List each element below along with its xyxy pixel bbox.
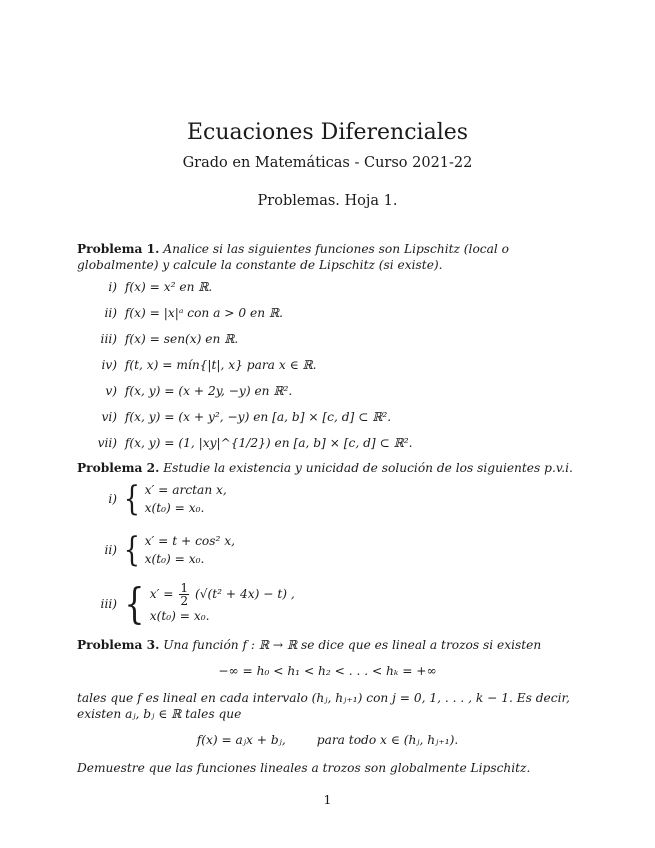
problem-1-item [75, 383, 292, 399]
ivp-equation: x′ = t + cos² x, [144, 534, 236, 548]
ivp-system [75, 578, 295, 628]
left-brace-icon: { [123, 479, 140, 519]
problem-1-item [75, 357, 316, 373]
ivp-initial-condition: x(t₀) = x₀. [144, 501, 205, 515]
problem-2-statement [77, 460, 579, 476]
left-brace-icon: { [124, 578, 145, 628]
item-formula: f(x) = |x|ᵃ con a > 0 en ℝ. [124, 306, 283, 320]
fraction: $\frac{1}{2}$ [180, 581, 189, 608]
item-formula: f(t, x) = mín{|t|, x} para x ∈ ℝ. [124, 358, 317, 372]
item-formula: f(x) = x² en ℝ. [124, 280, 213, 294]
item-number: i) [108, 280, 117, 294]
item-formula: f(x, y) = (1, |xy|^{1/2}) en [a, b] × [c, d] ⊂ ℝ². [124, 436, 413, 450]
left-brace-icon: { [123, 530, 140, 570]
problem-3-conclusion: Demuestre que las funciones lineales a trozos son globalmente Lipschitz. [77, 761, 531, 775]
ivp-system [75, 532, 235, 568]
item-number: iii) [100, 332, 117, 346]
display-equation: f(x) = aⱼx + bⱼ, para todo x ∈ (hⱼ, hⱼ₊₁). [196, 733, 459, 747]
problem-1-statement [77, 241, 579, 273]
problem-1-item [75, 305, 283, 321]
problem-1-item [75, 331, 238, 347]
ivp-initial-condition: x(t₀) = x₀. [149, 609, 210, 623]
problem-3-statement [77, 637, 579, 653]
item-number: ii) [104, 543, 117, 557]
problem-1-item [75, 435, 413, 451]
ivp-system [75, 481, 227, 517]
item-number: v) [105, 384, 117, 398]
page-title: Ecuaciones Diferenciales [186, 120, 469, 145]
ivp-equation-rhs: (√(t² + 4x) − t) , [194, 587, 295, 601]
problem-1-item [75, 409, 391, 425]
item-number: i) [108, 492, 117, 506]
item-number: iv) [101, 358, 117, 372]
item-number: ii) [104, 306, 117, 320]
item-number: vii) [97, 436, 117, 450]
problem-2-text: Estudie la existencia y unicidad de solución de los siguientes p.v.i. [163, 461, 573, 475]
ivp-equation-lhs: x′ = [149, 587, 174, 601]
problem-1-text: Analice si las siguientes funciones son Lipschitz (local o globalmente) y calcule la constante de Lipschitz (si existe). [77, 242, 509, 272]
page-number: 1 [323, 792, 332, 807]
ivp-equation: x′ = arctan x, [144, 483, 227, 497]
item-number: vi) [101, 410, 117, 424]
item-formula: f(x, y) = (x + y², −y) en [a, b] × [c, d] ⊂ ℝ². [124, 410, 392, 424]
problem-3-label: Problema 3. [77, 638, 160, 652]
item-number: iii) [100, 596, 117, 611]
item-formula: f(x, y) = (x + 2y, −y) en ℝ². [124, 384, 293, 398]
problem-2-label: Problema 2. [77, 461, 160, 475]
display-equation: −∞ = h₀ < h₁ < h₂ < . . . < hₖ = +∞ [218, 664, 437, 678]
ivp-initial-condition: x(t₀) = x₀. [144, 552, 205, 566]
sheet-heading: Problemas. Hoja 1. [257, 193, 398, 209]
problem-3-paragraph: tales que f es lineal en cada intervalo (hⱼ, hⱼ₊₁) con j = 0, 1, . . . , k − 1. Es decir, existen aⱼ, bⱼ ∈ ℝ tales que [77, 691, 570, 721]
problem-3-text: Una función f : ℝ → ℝ se dice que es lineal a trozos si existen [163, 638, 542, 652]
item-formula: f(x) = sen(x) en ℝ. [124, 332, 239, 346]
problem-1-item [75, 279, 212, 295]
problem-1-label: Problema 1. [77, 242, 160, 256]
page-subtitle: Grado en Matemáticas - Curso 2021-22 [182, 155, 473, 171]
